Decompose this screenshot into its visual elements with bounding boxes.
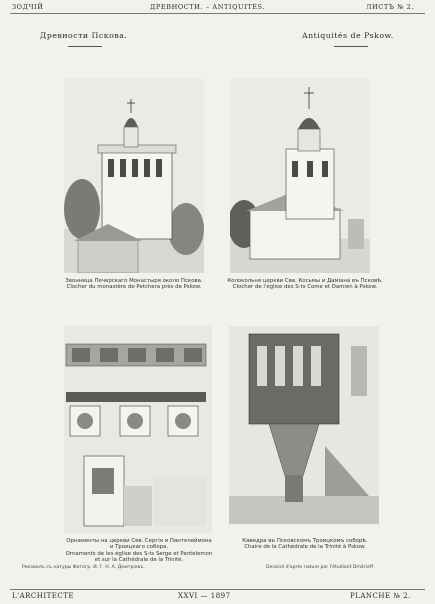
caption-ornaments bbox=[34, 538, 244, 563]
plate-cosmas-damian-belfry bbox=[230, 79, 370, 273]
caption-line: Clocher de l'église des S-ts Come et Damien à Pskow. bbox=[232, 284, 378, 291]
caption-cathedral-pulpit bbox=[216, 538, 394, 551]
church-illustration bbox=[230, 79, 370, 273]
ornaments-illustration bbox=[64, 326, 212, 534]
plate-pechery-belfry bbox=[64, 79, 204, 273]
caption-line: Ornaments de les église des S-ts Serge et Pantelemon bbox=[65, 550, 213, 557]
caption-pechery-belfry bbox=[42, 278, 226, 291]
caption-line: и Троицкаго собора. bbox=[109, 544, 169, 551]
footer-plate-number: PLANCHE № 2. bbox=[350, 592, 411, 600]
credit-french: Dessiné d'après nature par l'étudiant Dmitrieff. bbox=[266, 565, 375, 570]
caption-line: Chaire de la Cathédrale de la Trinité à Pskow. bbox=[244, 544, 366, 551]
header-section-title: ДРЕВНОСТИ. – ANTIQUITÉS. bbox=[150, 3, 266, 11]
credit-russian: Рисовалъ съ натуры Фотогр. И. Г. Н. А. Дмитріевъ. bbox=[22, 565, 145, 570]
caption-line: Звонница Печерскаго Монастыря около Пскова. bbox=[65, 278, 203, 284]
caption-line: Каѳедра въ Псковскомъ Троицкомъ соборѣ. bbox=[242, 538, 368, 544]
footer-journal-title: L'ARCHITECTE bbox=[12, 592, 75, 600]
title-russian: Древности Пскова. bbox=[40, 31, 128, 40]
caption-line: et sur la Cathédrale de la Trinité. bbox=[94, 556, 184, 563]
title-french: Antiquités de Pskow. bbox=[302, 31, 394, 40]
caption-line: Орнаменты на церкви Свв. Сергія и Пантелеймона bbox=[66, 538, 212, 544]
caption-line: Clocher du monastère de Petchera près de Pskow. bbox=[66, 284, 202, 291]
footer-volume-year: XXVI — 1897 bbox=[178, 592, 231, 600]
plate-ornaments bbox=[64, 326, 212, 534]
footer-rule bbox=[10, 589, 425, 590]
caption-line: Колокольня церкви Свв. Косьмы и Даміана въ Псковѣ. bbox=[227, 278, 383, 284]
plate-cathedral-pulpit bbox=[229, 326, 379, 524]
title-russian-underline bbox=[68, 46, 102, 47]
pulpit-illustration bbox=[229, 326, 379, 524]
belfry-illustration bbox=[64, 79, 204, 273]
title-french-underline bbox=[334, 46, 368, 47]
header-journal-title: ЗОДЧІЙ bbox=[12, 3, 44, 11]
caption-cosmas-damian-belfry bbox=[216, 278, 394, 291]
header-sheet-number: ЛИСТЪ № 2. bbox=[366, 3, 415, 11]
header-rule bbox=[10, 13, 425, 14]
